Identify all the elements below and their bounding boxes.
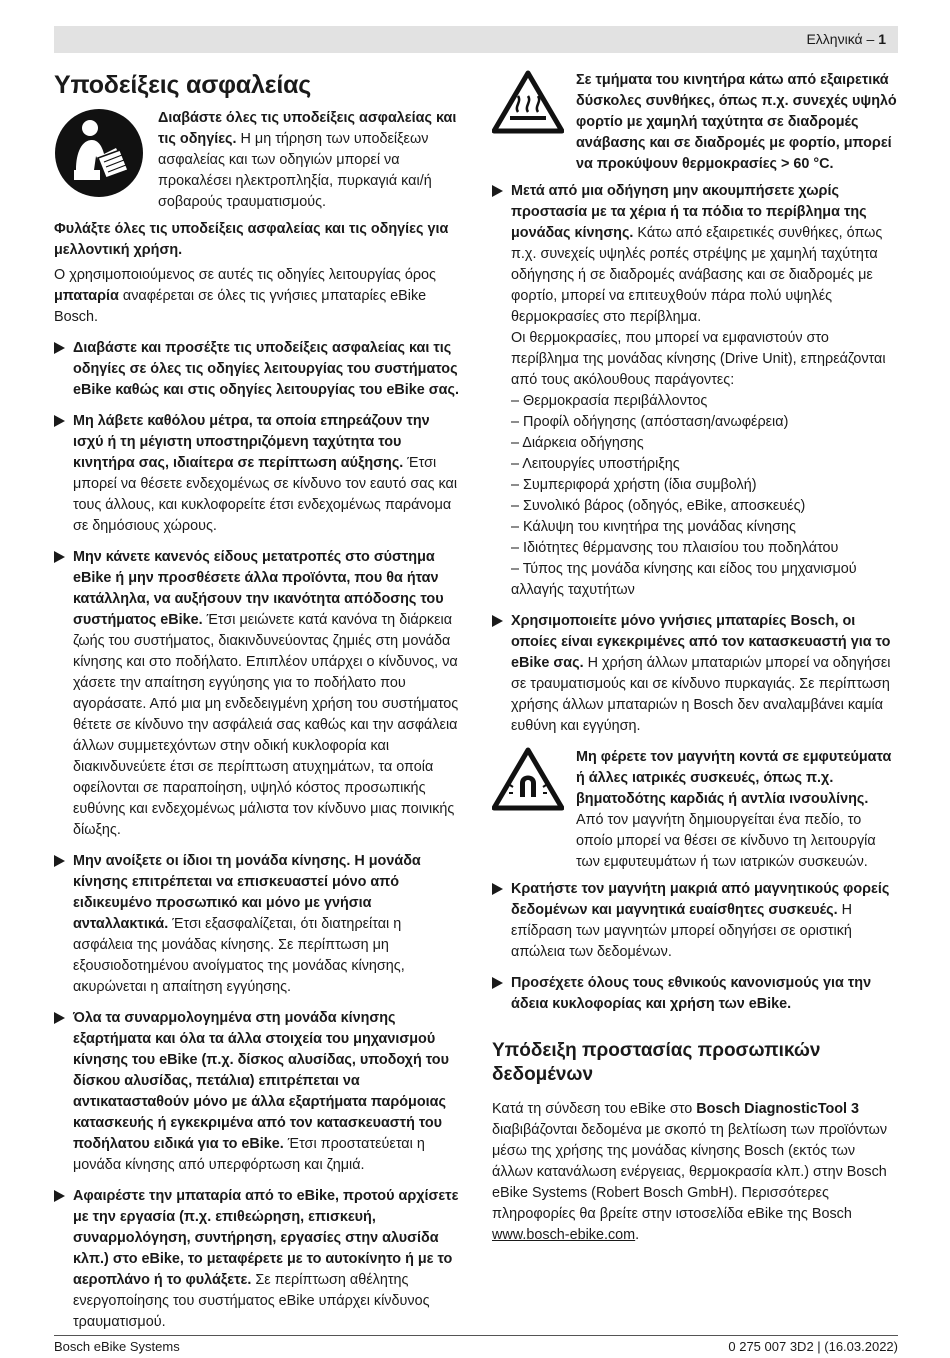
factor-item: – Ιδιότητες θέρμανσης του πλαισίου του ποδηλάτου bbox=[511, 540, 839, 556]
factor-item: – Συνολικό βάρος (οδηγός, eBike, αποσκευές) bbox=[511, 498, 806, 514]
page-footer bbox=[54, 1335, 898, 1358]
right-column bbox=[492, 70, 898, 1250]
factor-item: – Διάρκεια οδήγησης bbox=[511, 435, 644, 451]
read-instructions-body: Η μη τήρηση των υποδείξεων ασφαλείας και των οδηγιών μπορεί να προκαλέσει ηλεκτροπληξία, πυρκαγιά και/ή σοβαρούς τραυματισμούς. bbox=[158, 131, 432, 210]
factor-list bbox=[511, 391, 898, 601]
safety-bullet bbox=[54, 851, 459, 998]
battery-pre: Ο χρησιμοποιούμενος σε αυτές τις οδηγίες λειτουργίας όρος bbox=[54, 267, 436, 283]
read-instructions-text bbox=[158, 108, 459, 213]
battery-post: αναφέρεται σε όλες τις γνήσιες μπαταρίες eBike Bosch. bbox=[54, 288, 427, 325]
header-separator: – bbox=[866, 31, 875, 47]
bullet-text: Έτσι προστατεύεται η μονάδα κίνησης από υπερφόρτωση και ζημιά. bbox=[73, 1136, 425, 1173]
genuine-battery-bullet bbox=[492, 611, 898, 737]
bullet-triangle-icon bbox=[54, 1190, 65, 1202]
privacy-tool: Bosch DiagnosticTool 3 bbox=[696, 1101, 860, 1117]
safety-bullet bbox=[54, 411, 459, 537]
bullet-triangle-icon bbox=[54, 1012, 65, 1024]
hot-surface-text: Σε τμήματα του κινητήρα κάτω από εξαιρετικά δύσκολες συνθήκες, όπως π.χ. συνεχές υψηλό φορτίο με χαμηλή ταχύτητα σε διαδρομές ανάβασης και σε διαδρομές με φορτίο, μπορεί να προκύψουν θερμοκρασίες > 60 °C. bbox=[576, 72, 897, 172]
footer-company: Bosch eBike Systems bbox=[54, 1339, 180, 1354]
bullet-text: Σε περίπτωση αθέλητης ενεργοποίησης του συστήματος eBike υπάρχει κίνδυνος τραυματισμού. bbox=[73, 1272, 430, 1330]
page-title: Υποδείξεις ασφαλείας bbox=[54, 71, 312, 99]
bullet-text: Έτσι εξασφαλίζεται, ότι διατηρείται η ασφάλεια της μονάδας κίνησης. Σε περίπτωση μη εξουσιοδοτημένου ανοίγματος της μονάδας κίνησης, ακυρώνεται η απαίτηση εγγύησης. bbox=[73, 916, 405, 995]
bullet-triangle-icon bbox=[54, 551, 65, 563]
factor-item: – Λειτουργίες υποστήριξης bbox=[511, 456, 680, 472]
regulations-bold: Προσέχετε όλους τους εθνικούς κανονισμούς για την άδεια κυκλοφορίας και χρήση των eBike. bbox=[511, 975, 872, 1012]
read-instructions-bold: Διαβάστε όλες τις υποδείξεις ασφαλείας και τις οδηγίες. bbox=[158, 110, 457, 147]
bullet-triangle-icon bbox=[492, 615, 503, 627]
hot-surface-block bbox=[492, 70, 898, 175]
magnet-keepaway-bullet bbox=[492, 879, 898, 963]
privacy-heading: Υπόδειξη προστασίας προσωπικών δεδομένων bbox=[492, 1040, 821, 1085]
privacy-post: διαβιβάζονται δεδομένα με σκοπό τη βελτίωση των προϊόντων μέσω της χρήσης της μονάδας κίνησης Bosch (εκτός των άλλων κατανάλωση ενέργειας, θερμοκρασία κλπ.) στην Bosch eBike Systems (Robert Bosch GmbH). Περισσότερες πληροφορίες θα βρείτε στην ιστοσελίδα eBike της Bosch bbox=[492, 1122, 888, 1222]
hot-surface-warning-icon bbox=[492, 70, 576, 140]
bullet-triangle-icon bbox=[54, 855, 65, 867]
touch-text: Κάτω από εξαιρετικές συνθήκες, όπως π.χ. συνεχείς υψηλές ροπές στρέψης με χαμηλή ταχύτητα οδήγησης ή σε διαδρομές ανάβασης και σε διαδρομές με φορτίο, μπορεί να επιτευχθούν πάρα πολύ υψηλές θερμοκρασίες στο περίβλημα. bbox=[511, 225, 883, 325]
bullet-triangle-icon bbox=[492, 185, 503, 197]
keepaway-text: Η επίδραση των μαγνητών μπορεί οδηγήσει σε οριστική απώλεια των δεδομένων. bbox=[511, 902, 853, 960]
battery-term: μπαταρία bbox=[54, 288, 119, 304]
magnet-body: Από τον μαγνήτη δημιουργείται ένα πεδίο, το οποίο μπορεί να θέσει σε κίνδυνο τη λειτουργία των εμφυτευμάτων ή των ιατρικών συσκευών. bbox=[576, 812, 876, 870]
touch-bold: Μετά από μια οδήγηση μην ακουμπήσετε χωρίς προστασία με τα χέρια ή τα πόδια το περίβλημα της μονάδας κίνησης. bbox=[511, 183, 867, 241]
factor-item: – Τύπος της μονάδα κίνησης και είδος του μηχανισμού αλλαγής ταχυτήτων bbox=[511, 561, 857, 598]
read-instructions-block bbox=[54, 108, 459, 213]
bullet-bold: Αφαιρέστε την μπαταρία από το eBike, προτού αρχίσετε με την εργασία (π.χ. επιθεώρηση, επισκευή, συναρμολόγηση, συντήρηση, εργασίες στην αλυσίδα κλπ.) στο eBike, το μεταφέρετε με το αυτοκίνητο ή με το αεροπλάνο ή το φυλάξετε. bbox=[73, 1188, 459, 1288]
bullet-triangle-icon bbox=[54, 342, 65, 354]
safety-bullet bbox=[54, 1186, 459, 1333]
regulations-bullet bbox=[492, 973, 898, 1015]
footer-document-id: 0 275 007 3D2 | (16.03.2022) bbox=[728, 1339, 898, 1354]
bullet-triangle-icon bbox=[492, 883, 503, 895]
bullet-bold: Μην ανοίξετε οι ίδιοι τη μονάδα κίνησης. Η μονάδα κίνησης επιτρέπεται να επισκευαστεί μόνο από ειδικευμένο προσωπικό και μόνο με γνήσια ανταλλακτικά. bbox=[73, 853, 421, 932]
magnet-bold: Μη φέρετε τον μαγνήτη κοντά σε εμφυτεύματα ή άλλες ιατρικές συσκευές, όπως π.χ. βηματοδότης καρδιάς ή αντλία ινσουλίνης. bbox=[576, 749, 892, 807]
factor-item: – Θερμοκρασία περιβάλλοντος bbox=[511, 393, 708, 409]
keepaway-bold: Κρατήστε τον μαγνήτη μακριά από μαγνητικούς φορείς δεδομένων και μαγνητικά ευαίσθητες συσκευές. bbox=[511, 881, 890, 918]
magnet-warning-block bbox=[492, 747, 898, 873]
privacy-text bbox=[492, 1099, 898, 1246]
privacy-pre: Κατά τη σύνδεση του eBike στο bbox=[492, 1101, 697, 1117]
safety-bullet bbox=[54, 547, 459, 841]
magnet-warning-icon bbox=[492, 747, 576, 817]
bullet-bold: Μη λάβετε καθόλου μέτρα, τα οποία επηρεάζουν την ισχύ ή τη μέγιστη υποστηριζόμενη ταχύτητα του κινητήρα σας, ιδιαίτερα σε περίπτωση αύξησης. bbox=[73, 413, 430, 471]
safety-bullet bbox=[54, 1008, 459, 1176]
read-manual-icon bbox=[54, 108, 158, 208]
factor-item: – Προφίλ οδήγησης (απόσταση/ανωφέρεια) bbox=[511, 414, 789, 430]
page-header-bar bbox=[54, 26, 898, 53]
left-column bbox=[54, 70, 459, 1343]
touch-warning-bullet bbox=[492, 181, 898, 601]
header-language: Ελληνικά bbox=[806, 31, 863, 47]
keep-instructions-text: Φυλάξτε όλες τις υποδείξεις ασφαλείας και τις οδηγίες για μελλοντική χρήση. bbox=[54, 221, 449, 258]
temperature-intro: Οι θερμοκρασίες, που μπορεί να εμφανιστούν στο περίβλημα της μονάδας κίνησης (Drive Unit), επηρεάζονται από τους ακόλουθους παράγοντες: bbox=[511, 330, 886, 388]
genuine-bold: Χρησιμοποιείτε μόνο γνήσιες μπαταρίες Bosch, οι οποίες είναι εγκεκριμένες από τον κατασκευαστή για το eBike σας. bbox=[511, 613, 891, 671]
privacy-end: . bbox=[635, 1227, 640, 1243]
bullet-text: Έτσι μπορεί να θέσετε ενδεχομένως σε κίνδυνο τον εαυτό σας και τους άλλους, και κυκλοφορείτε έτσι ενδεχομένως παράνομα σε δημόσιους χώρους. bbox=[73, 455, 458, 534]
bullet-bold: Όλα τα συναρμολογημένα στη μονάδα κίνησης εξαρτήματα και όλα τα άλλα στοιχεία του μηχανισμού κίνησης του eBike (π.χ. δίσκος αλυσίδας, υποδοχή του δίσκου αλυσίδας, πετάλια) επιτρέπεται να αντικατασταθούν μόνο με άλλα εξαρτήματα παρόμοιας κατασκευής ή εγκεκριμένα από τον κατασκευαστή του ποδήλατου ειδικά για το eBike. bbox=[73, 1010, 449, 1152]
factor-item: – Συμπεριφορά χρήστη (ίδια συμβολή) bbox=[511, 477, 757, 493]
bullet-bold: Διαβάστε και προσέξτε τις υποδείξεις ασφαλείας και τις οδηγίες σε όλες τις οδηγίες λειτουργίας του συστήματος eBike καθώς και στις οδηγίες λειτουργίας του eBike σας. bbox=[73, 340, 459, 398]
bullet-triangle-icon bbox=[54, 415, 65, 427]
safety-bullet bbox=[54, 338, 459, 401]
battery-term-text bbox=[54, 265, 459, 328]
factor-item: – Κάλυψη του κινητήρα της μονάδας κίνησης bbox=[511, 519, 796, 535]
magnet-text bbox=[576, 747, 898, 873]
page-header bbox=[806, 31, 886, 47]
bullet-bold: Μην κάνετε κανενός είδους μετατροπές στο σύστημα eBike ή μην προσθέσετε άλλα προϊόντα, που θα ήταν κατάλληλα, να αυξήσουν την ικανότητα απόδοσης του συστήματος eBike. bbox=[73, 549, 444, 628]
bosch-ebike-link[interactable]: www.bosch-ebike.com bbox=[492, 1227, 636, 1243]
page-number: 1 bbox=[878, 31, 886, 47]
genuine-text: Η χρήση άλλων μπαταριών μπορεί να οδηγήσει σε τραυματισμούς και σε κίνδυνο πυρκαγιάς. Σε περίπτωση χρήσης άλλων μπαταριών η Bosch δεν αναλαμβάνει καμία ευθύνη και εγγύηση. bbox=[511, 655, 891, 734]
bullet-triangle-icon bbox=[492, 977, 503, 989]
bullet-text: Έτσι μειώνετε κατά κανόνα τη διάρκεια ζωής του συστήματος, διακινδυνεύοντας ζημιές στη μονάδα κίνησης και στο ποδήλατο. Επιπλέον υπάρχει ο κίνδυνος, να χάσετε την απαίτηση εγγύησης για το ποδήλατο που αγοράσατε. Από μια μη ενδεδειγμένη χρήση του συστήματος θέτετε σε κίνδυνο την ασφάλειά σας καθώς και την ασφάλεια άλλων συμμετεχόντων στην οδική κυκλοφορία και διακινδυνεύετε έτσι σε περίπτωση ατυχημάτων, τα οποία οφείλονται σε παραποίηση, υψηλό κόστος προσωπικής ευθύνης και ενδεχομένως μάλιστα τον κίνδυνο μιας ποινικής δίωξης. bbox=[73, 612, 459, 838]
